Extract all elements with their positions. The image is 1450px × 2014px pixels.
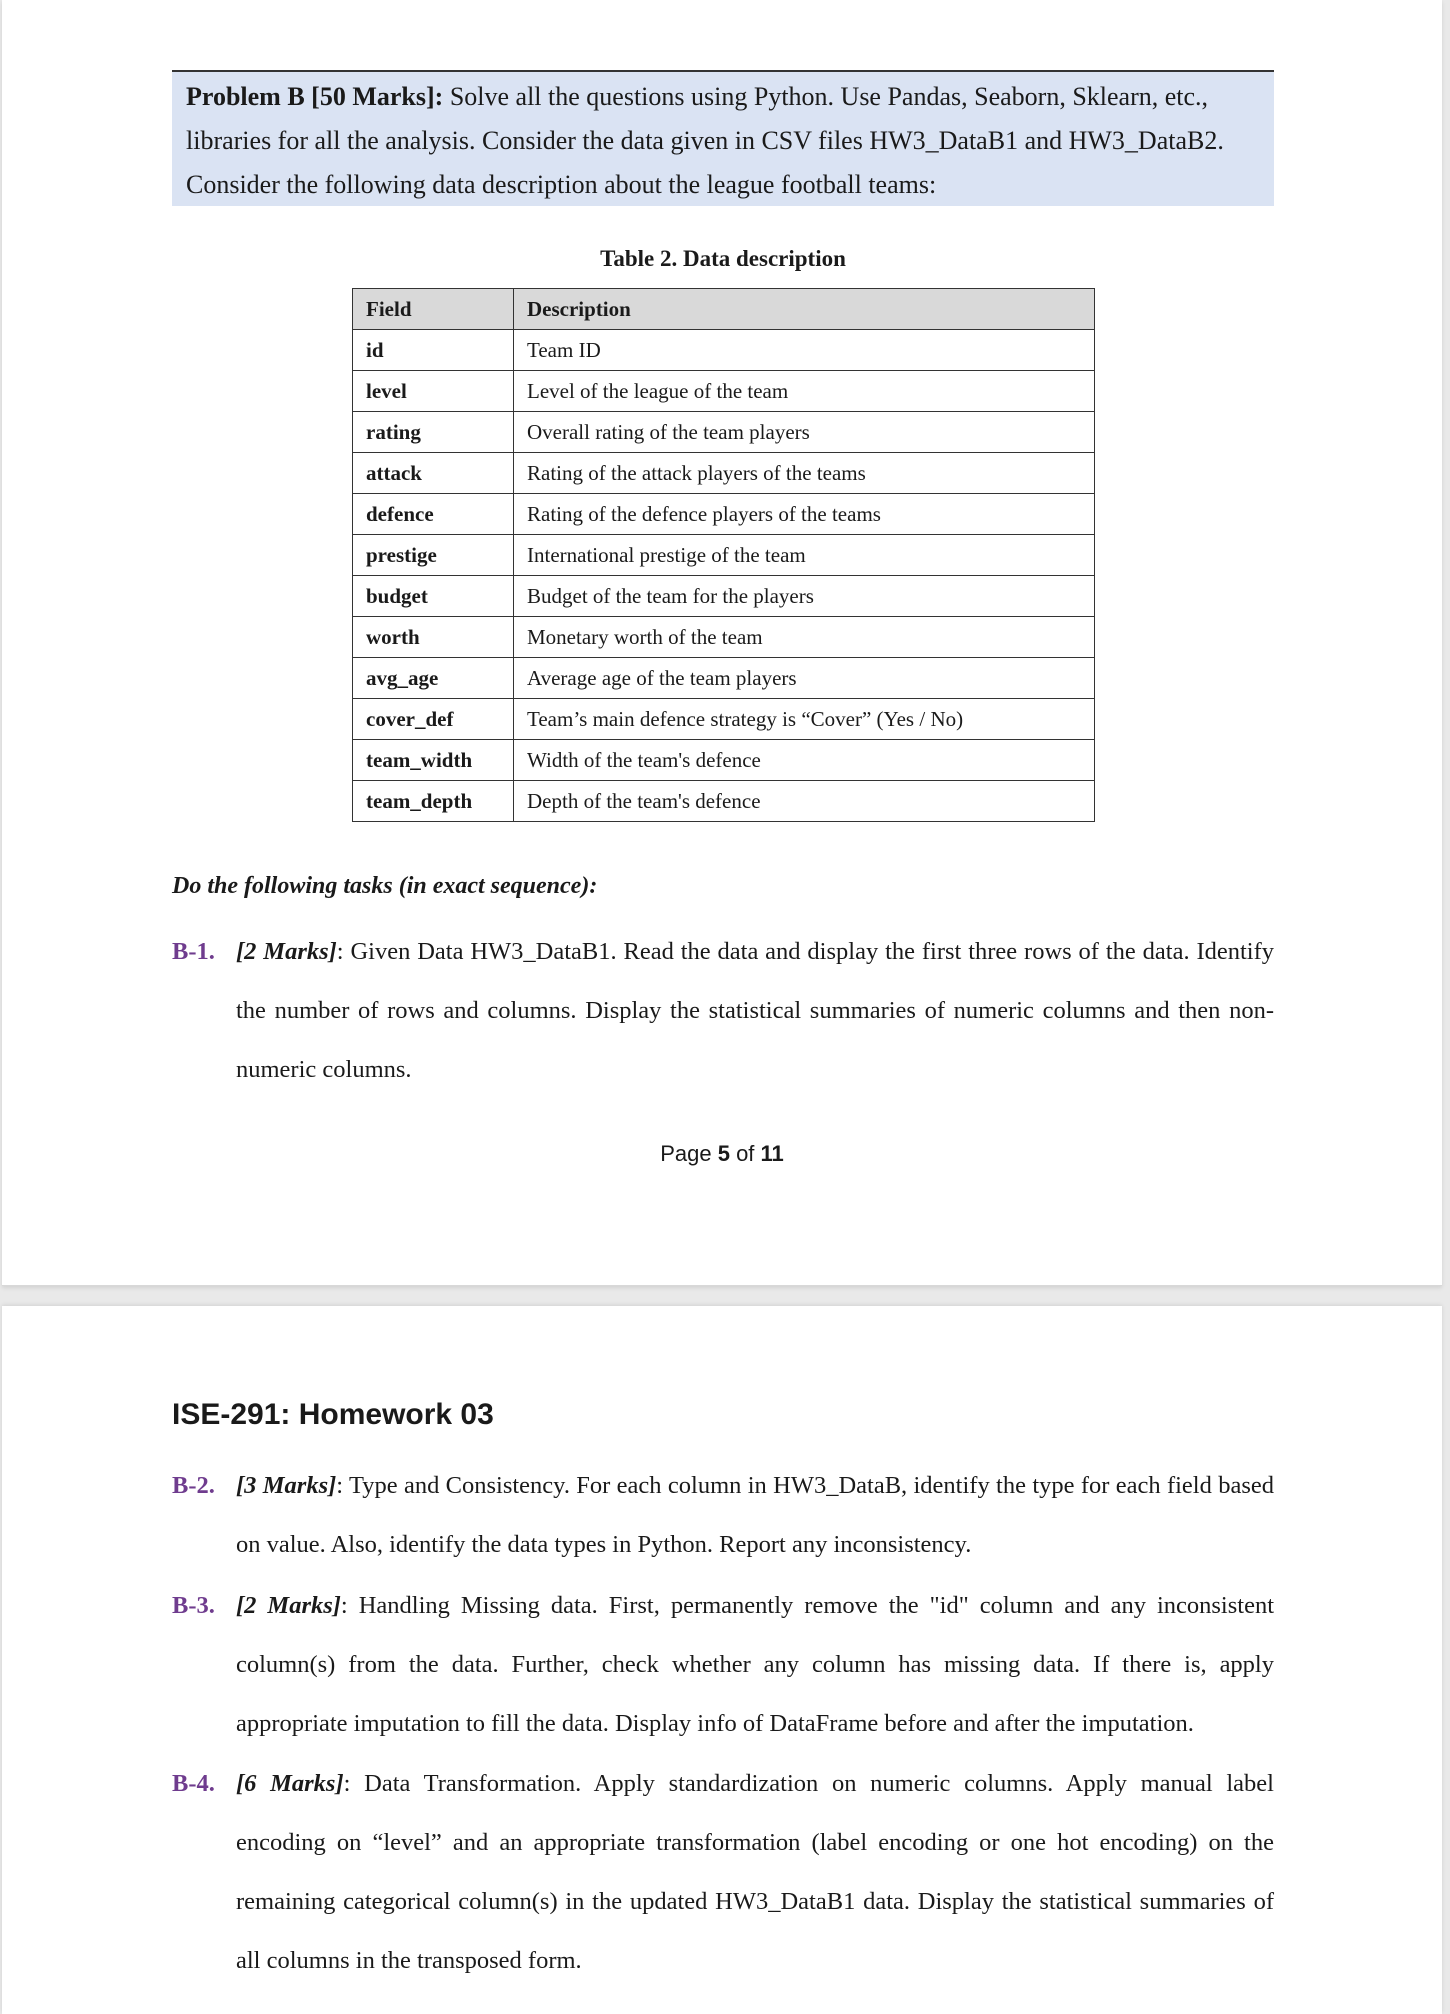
field-cell: worth bbox=[353, 617, 514, 658]
description-cell: Overall rating of the team players bbox=[514, 412, 1095, 453]
table-row bbox=[353, 330, 1095, 371]
task-marks: [2 Marks] bbox=[236, 938, 337, 965]
description-cell: Rating of the defence players of the teams bbox=[514, 494, 1095, 535]
description-cell: Budget of the team for the players bbox=[514, 576, 1095, 617]
data-description-table bbox=[352, 288, 1095, 822]
field-cell: avg_age bbox=[353, 658, 514, 699]
table-row bbox=[353, 576, 1095, 617]
field-cell: level bbox=[353, 371, 514, 412]
description-cell: Depth of the team's defence bbox=[514, 781, 1095, 822]
field-cell: cover_def bbox=[353, 699, 514, 740]
field-cell: budget bbox=[353, 576, 514, 617]
task-marks: [3 Marks] bbox=[236, 1472, 337, 1499]
field-cell: rating bbox=[353, 412, 514, 453]
task-body bbox=[236, 1754, 1274, 1990]
description-cell: Rating of the attack players of the teams bbox=[514, 453, 1095, 494]
description-cell: Monetary worth of the team bbox=[514, 617, 1095, 658]
field-cell: defence bbox=[353, 494, 514, 535]
description-cell: Width of the team's defence bbox=[514, 740, 1095, 781]
task-number: B-3. bbox=[172, 1592, 215, 1619]
table-row bbox=[353, 699, 1095, 740]
table-row bbox=[353, 617, 1095, 658]
task-number: B-1. bbox=[172, 938, 215, 965]
tasks-heading: Do the following tasks (in exact sequence): bbox=[172, 873, 598, 899]
footer-current-page: 5 bbox=[717, 1141, 730, 1166]
task-b4 bbox=[172, 1754, 1274, 1990]
table-row bbox=[353, 658, 1095, 699]
task-b2 bbox=[172, 1456, 1274, 1574]
field-cell: prestige bbox=[353, 535, 514, 576]
footer-total-pages: 11 bbox=[760, 1141, 784, 1166]
page-title: ISE-291: Homework 03 bbox=[172, 1398, 494, 1431]
field-cell: attack bbox=[353, 453, 514, 494]
task-b3 bbox=[172, 1576, 1274, 1753]
table-caption: Table 2. Data description bbox=[600, 246, 846, 271]
description-cell: Team ID bbox=[514, 330, 1095, 371]
description-cell: Average age of the team players bbox=[514, 658, 1095, 699]
field-cell: id bbox=[353, 330, 514, 371]
field-cell: team_depth bbox=[353, 781, 514, 822]
task-text: : Given Data HW3_DataB1. Read the data and display the first three rows of the data. Identify the number of rows and columns. Display the statistical summaries of numeric columns and then non-numeric columns. bbox=[236, 938, 1274, 1083]
description-cell: International prestige of the team bbox=[514, 535, 1095, 576]
problem-label: Problem B [50 Marks]: bbox=[186, 82, 444, 111]
table-row bbox=[353, 535, 1095, 576]
task-number: B-2. bbox=[172, 1472, 215, 1499]
task-b1 bbox=[172, 922, 1274, 1099]
description-cell: Level of the league of the team bbox=[514, 371, 1095, 412]
task-text: : Handling Missing data. First, permanently remove the "id" column and any inconsistent column(s) from the data. Further, check whether any column has missing data. If there is, apply appropriate imputation to fill the data. Display info of DataFrame before and after the imputation. bbox=[236, 1592, 1274, 1737]
task-marks: [2 Marks] bbox=[236, 1592, 341, 1619]
header-description: Description bbox=[514, 289, 1095, 330]
document-page-2 bbox=[2, 1306, 1442, 2014]
problem-text: Solve all the questions using Python. Use Pandas, Seaborn, Sklearn, etc., libraries for all the analysis. Consider the data given in CSV files HW3_DataB1 and HW3_DataB2. Consider the following data description about the league football teams: bbox=[186, 82, 1224, 199]
table-row bbox=[353, 371, 1095, 412]
problem-statement-box bbox=[172, 70, 1274, 206]
description-cell: Team’s main defence strategy is “Cover” (Yes / No) bbox=[514, 699, 1095, 740]
task-body bbox=[236, 1576, 1274, 1753]
footer-prefix: Page bbox=[660, 1141, 718, 1166]
task-marks: [6 Marks] bbox=[236, 1770, 344, 1797]
table-row bbox=[353, 412, 1095, 453]
document-page-1 bbox=[2, 0, 1442, 1286]
field-cell: team_width bbox=[353, 740, 514, 781]
task-body bbox=[236, 922, 1274, 1099]
table-row bbox=[353, 494, 1095, 535]
task-number: B-4. bbox=[172, 1770, 215, 1797]
task-text: : Type and Consistency. For each column in HW3_DataB, identify the type for each field based on value. Also, identify the data types in Python. Report any inconsistency. bbox=[236, 1472, 1274, 1558]
table-row bbox=[353, 453, 1095, 494]
table-row bbox=[353, 740, 1095, 781]
footer-middle: of bbox=[729, 1141, 761, 1166]
header-field: Field bbox=[353, 289, 514, 330]
task-text: : Data Transformation. Apply standardization on numeric columns. Apply manual label encoding on “level” and an appropriate transformation (label encoding or one hot encoding) on the remaining categorical column(s) in the updated HW3_DataB1 data. Display the statistical summaries of all columns in the transposed form. bbox=[236, 1770, 1274, 1974]
task-body bbox=[236, 1456, 1274, 1574]
page-footer bbox=[2, 1141, 1442, 1167]
table-row bbox=[353, 781, 1095, 822]
table-header-row bbox=[353, 289, 1095, 330]
